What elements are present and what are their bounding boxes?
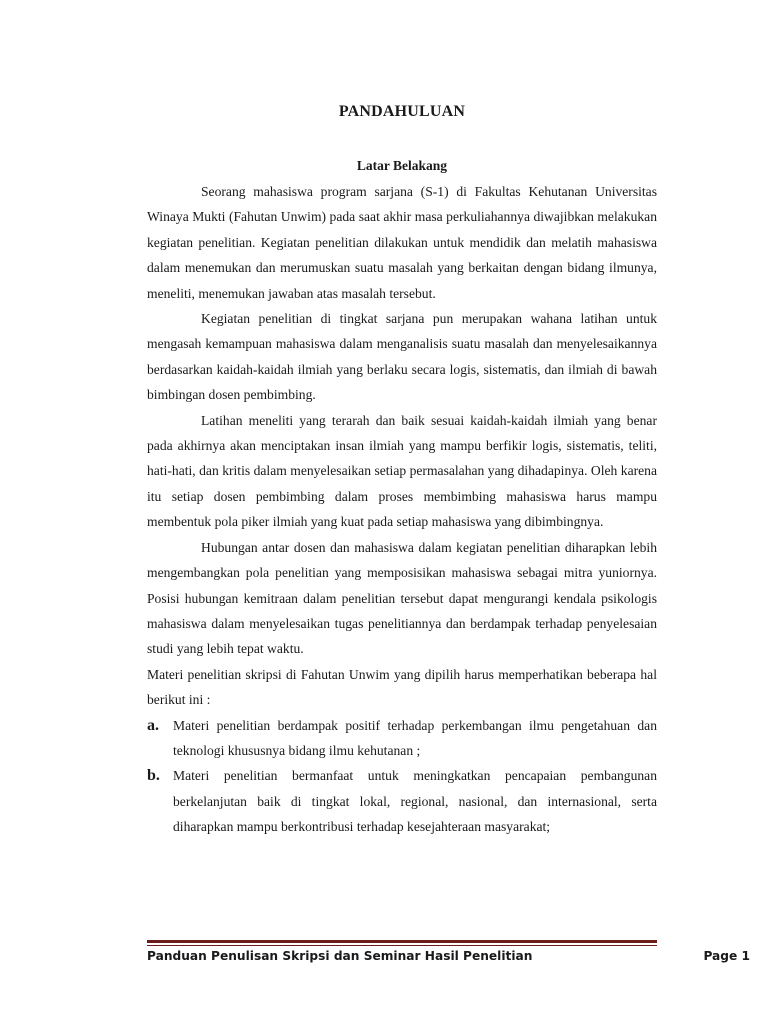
list-item bbox=[147, 713, 657, 764]
list-marker: b. bbox=[147, 767, 160, 785]
list-item-text: Materi penelitian berdampak positif terhadap perkembangan ilmu pengetahuan dan teknologi khususnya bidang ilmu kehutanan ; bbox=[173, 717, 657, 758]
list-intro: Materi penelitian skripsi di Fahutan Unwim yang dipilih harus memperhatikan beberapa hal berikut ini : bbox=[147, 666, 657, 708]
footer-rule-thin bbox=[147, 945, 657, 946]
footer-rule-thick bbox=[147, 940, 657, 943]
requirements-list bbox=[147, 713, 657, 840]
section-heading: Latar Belakang bbox=[356, 158, 448, 173]
page-title: PANDAHULUAN bbox=[338, 103, 466, 120]
footer-page-number: Page 1 bbox=[703, 949, 750, 963]
footer-document-title: Panduan Penulisan Skripsi dan Seminar Hasil Penelitian bbox=[147, 949, 533, 963]
paragraph-2: Kegiatan penelitian di tingkat sarjana pun merupakan wahana latihan untuk mengasah kemampuan mahasiswa dalam menganalisis suatu masalah dan menyelesaikannya berdasarkan kaidah-kaidah ilmiah yang berlaku secara logis, sistematis, dan ilmiah di bawah bimbingan dosen pembimbing. bbox=[147, 311, 657, 403]
paragraph-4: Hubungan antar dosen dan mahasiswa dalam kegiatan penelitian diharapkan lebih mengembangkan pola penelitian yang memposisikan mahasiswa sebagai mitra yuniornya. Posisi hubungan kemitraan dalam penelitian tersebut dapat mengurangi kendala psikologis mahasiswa dalam menyelesaikan tugas penelitiannya dan berdampak terhadap penyelesaian studi yang lebih tepat waktu. bbox=[147, 539, 657, 657]
list-item bbox=[147, 763, 657, 839]
document-body bbox=[147, 179, 657, 840]
paragraph-3: Latihan meneliti yang terarah dan baik sesuai kaidah-kaidah ilmiah yang benar pada akhirnya akan menciptakan insan ilmiah yang mampu berfikir logis, sistematis, teliti, hati-hati, dan kritis dalam menyelesaikan setiap permasalahan yang dihadapinya. Oleh karena itu setiap dosen pembimbing dalam proses membimbing mahasiswa harus mampu membentuk pola piker ilmiah yang kuat pada setiap mahasiswa yang dibimbingnya. bbox=[147, 412, 657, 530]
list-item-text: Materi penelitian bermanfaat untuk meningkatkan pencapaian pembangunan berkelanjutan baik di tingkat lokal, regional, nasional, dan internasional, serta diharapkan mampu berkontribusi terhadap kesejahteraan masyarakat; bbox=[173, 768, 657, 835]
list-marker: a. bbox=[147, 716, 159, 734]
paragraph-1: Seorang mahasiswa program sarjana (S-1) di Fakultas Kehutanan Universitas Winaya Mukti (Fahutan Unwim) pada saat akhir masa perkuliahannya diwajibkan melakukan kegiatan penelitian. Kegiatan penelitian dilakukan untuk mendidik dan melatih mahasiswa dalam menemukan dan merumuskan suatu masalah yang berkaitan dengan bidang ilmunya, meneliti, menemukan jawaban atas masalah tersebut. bbox=[147, 184, 657, 301]
